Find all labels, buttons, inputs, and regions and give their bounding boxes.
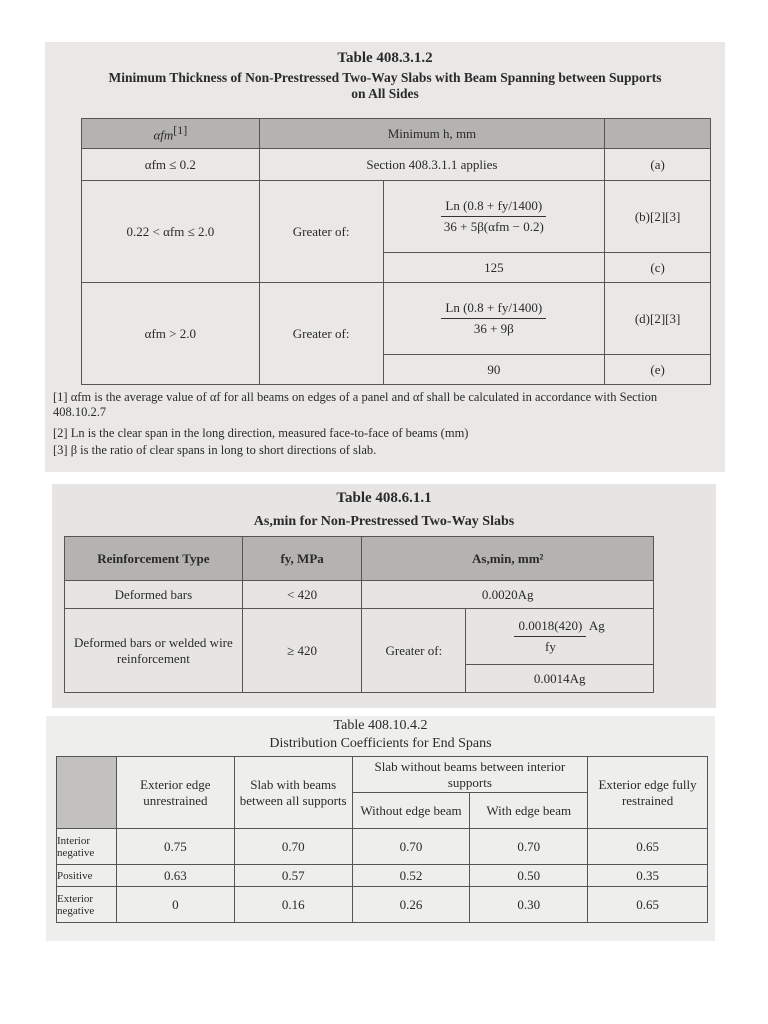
table2-type: Deformed bars or welded wire reinforcement (65, 609, 243, 693)
table3-cell: 0.52 (352, 865, 470, 887)
table3-row-label: Interior negative (57, 829, 117, 865)
table3-cell: 0.35 (588, 865, 708, 887)
table2-fy: < 420 (242, 581, 362, 609)
table3-header-slab-beams: Slab with beams between all supports (234, 757, 352, 829)
table3-cell: 0.75 (116, 829, 234, 865)
table2-title: Table 408.6.1.1 (336, 490, 432, 506)
table3-header-slab-no-beams: Slab without beams between interior supports (352, 757, 588, 793)
table3-row-label: Exterior negative (57, 887, 117, 923)
table3-header-ext-unres: Exterior edge unrestrained (116, 757, 234, 829)
table2-as: 0.0020Ag (362, 581, 654, 609)
table3-subtitle: Distribution Coefficients for End Spans (269, 736, 492, 751)
table1-header-min-h: Minimum h, mm (259, 119, 604, 149)
table3-cell: 0.65 (588, 887, 708, 923)
table-row (65, 581, 654, 609)
table3-cell: 0.63 (116, 865, 234, 887)
table2-header-fy: fy, MPa (242, 537, 362, 581)
table2-subtitle: As,min for Non-Prestressed Two-Way Slabs (253, 514, 515, 529)
table3-cell: 0 (116, 887, 234, 923)
table1-alt-value: 125 (383, 253, 605, 283)
table1-title: Table 408.3.1.2 (337, 50, 433, 66)
table-row (82, 283, 711, 355)
table1-formula: $\frac{Ln (0.8 + fy/1400)}{\text{36 + 5β(αfm − 0.2)}}$ (383, 181, 605, 253)
table3-corner (57, 757, 117, 829)
table1-cond: αfm ≤ 0.2 (82, 149, 260, 181)
table3-cell: 0.26 (352, 887, 470, 923)
table3 (56, 756, 708, 923)
table3-header-with-edge: With edge beam (470, 793, 588, 829)
table-408-6-1-1-panel (52, 484, 716, 708)
table3-cell: 0.65 (588, 829, 708, 865)
table1-greater: Greater of: (259, 283, 383, 385)
table2-type: Deformed bars (65, 581, 243, 609)
table-408-3-1-2-panel (45, 42, 725, 472)
table-row (65, 609, 654, 665)
table-row (57, 829, 708, 865)
table1-subtitle: Minimum Thickness of Non-Prestressed Two-Way Slabs with Beam Spanning between Supports on All Sides (108, 70, 662, 101)
table1-note-2: [2] Ln is the clear span in the long direction, measured face-to-face of beams (mm) (53, 426, 469, 440)
table1-cond: 0.22 < αfm ≤ 2.0 (82, 181, 260, 283)
table1-alt-value: 90 (383, 355, 605, 385)
table3-header-ext-fully: Exterior edge fully restrained (588, 757, 708, 829)
table1-alt-ref: (e) (605, 355, 711, 385)
table3-cell: 0.16 (234, 887, 352, 923)
table3-cell: 0.70 (470, 829, 588, 865)
table1-cond: αfm > 2.0 (82, 283, 260, 385)
table3-cell: 0.30 (470, 887, 588, 923)
table3-row-label: Positive (57, 865, 117, 887)
table1-note-3: [3] β is the ratio of clear spans in long to short directions of slab. (53, 443, 377, 457)
table2-header-type: Reinforcement Type (65, 537, 243, 581)
table-row (57, 865, 708, 887)
table3-cell: 0.57 (234, 865, 352, 887)
table1-note-1: [1] αfm is the average value of αf for all beams on edges of a panel and αf shall be calculated in accordance with Section 408.10.2.7 (53, 390, 658, 419)
table1-formula: $\frac{Ln (0.8 + fy/1400)}{36 + 9\beta}$ (383, 283, 605, 355)
table2-greater: Greater of: (362, 609, 466, 693)
table1 (81, 118, 711, 385)
table3-cell: 0.70 (352, 829, 470, 865)
table1-header-blank (605, 119, 711, 149)
table1-ref: (b)[2][3] (605, 181, 711, 253)
table1-spec: Section 408.3.1.1 applies (259, 149, 604, 181)
table1-greater: Greater of: (259, 181, 383, 283)
table1-alt-ref: (c) (605, 253, 711, 283)
table2-formula: $\frac{0.0018(420)}{fy}$ Ag (466, 609, 654, 665)
table2-header-as: As,min, mm² (362, 537, 654, 581)
table1-ref: (d)[2][3] (605, 283, 711, 355)
table1-ref: (a) (605, 149, 711, 181)
table2-fy: ≥ 420 (242, 609, 362, 693)
table3-cell: 0.70 (234, 829, 352, 865)
table3-header-without-edge: Without edge beam (352, 793, 470, 829)
table-408-10-4-2-panel (46, 716, 715, 941)
table-row (82, 149, 711, 181)
table-row (82, 181, 711, 253)
table3-title: Table 408.10.4.2 (333, 718, 428, 733)
table1-header-afm: αfm[1] (82, 119, 260, 149)
table3-cell: 0.50 (470, 865, 588, 887)
table2 (64, 536, 654, 693)
table-row (57, 887, 708, 923)
table2-alt: 0.0014Ag (466, 665, 654, 693)
